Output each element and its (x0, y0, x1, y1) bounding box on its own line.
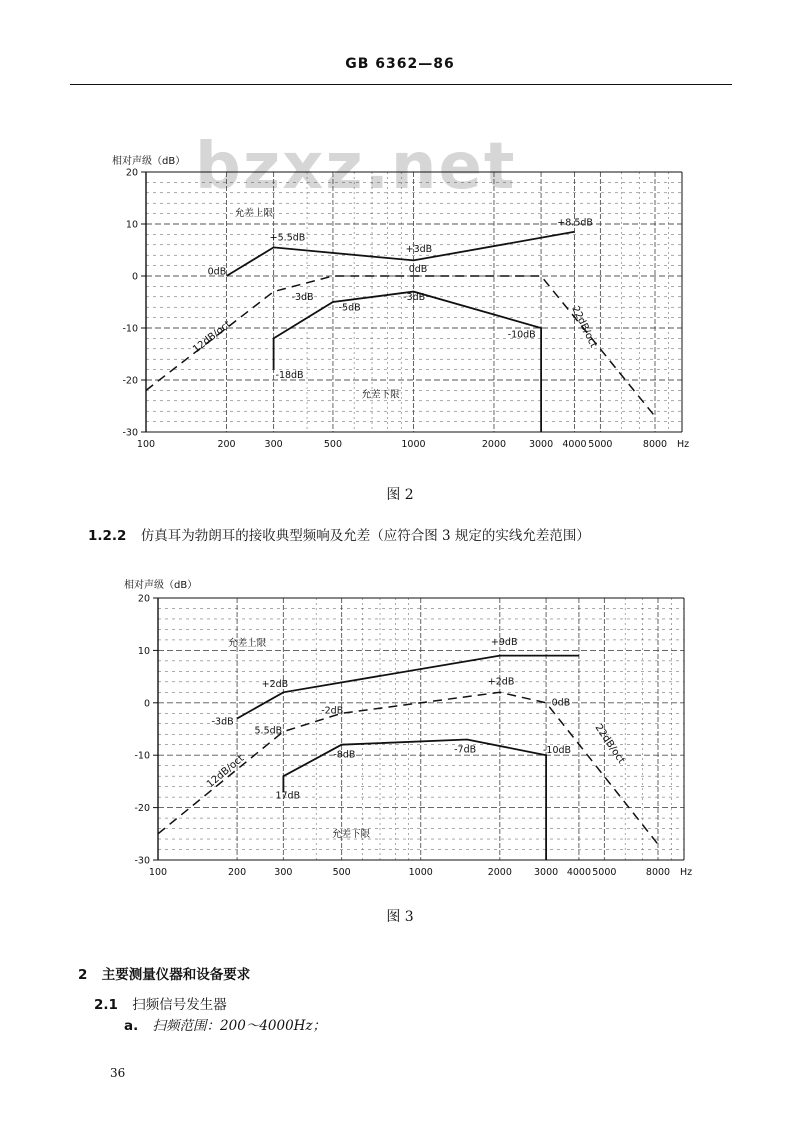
annotation-label: -7dB (454, 744, 477, 756)
annotation-label: -10dB (507, 329, 536, 341)
x-tick-label: 200 (228, 867, 247, 878)
fig3-slope-left-label: 12dB/oct (204, 753, 247, 791)
x-tick-label: 5000 (588, 439, 613, 448)
fig2-slope-right-label: 22dB/oct (569, 304, 599, 350)
fig2-labels (208, 207, 593, 400)
x-tick-label: 200 (217, 439, 236, 448)
annotation-label: +2dB (487, 676, 515, 688)
fig3-labels (212, 637, 571, 840)
x-tick-label: 1000 (401, 439, 426, 448)
section-2-heading (78, 963, 250, 983)
annotation-label: -3dB (403, 291, 426, 303)
x-tick-label: 4000 (562, 439, 587, 448)
annotation-label: 17dB (275, 790, 301, 802)
x-tick-label: 3000 (528, 439, 554, 448)
x-tick-label: 8000 (645, 867, 671, 878)
clause-1-2-2-text: 仿真耳为勃朗耳的接收典型频响及允差（应符合图 3 规定的实线允差范围） (140, 528, 590, 544)
page-number: 36 (110, 1066, 126, 1080)
header-rule (70, 84, 732, 85)
upper-limit-line (237, 656, 579, 719)
standard-number-header: GB 6362—86 (345, 56, 455, 72)
figure-3-caption: 图 3 (386, 909, 414, 925)
fig2-axes (122, 168, 689, 449)
annotation-label: -10dB (543, 745, 572, 757)
annotation-label: +2dB (261, 679, 289, 691)
y-tick-label: 20 (137, 593, 150, 605)
clause-1-2-2-number: 1.2.2 (88, 528, 127, 544)
annotation-label: -3dB (211, 716, 234, 728)
annotation-label: -18dB (275, 369, 304, 381)
y-tick-label: -30 (134, 855, 150, 867)
x-tick-label: 100 (148, 867, 168, 878)
x-tick-label: 2000 (487, 867, 512, 878)
annotation-label: +3dB (405, 244, 433, 256)
x-tick-label: 3000 (533, 867, 559, 878)
x-tick-label: 4000 (566, 867, 592, 878)
annotation-label: -3dB (291, 291, 314, 303)
x-tick-label: 5000 (592, 867, 617, 878)
annotation-label: -2dB (321, 705, 344, 717)
x-tick-label: 500 (323, 439, 343, 448)
y-tick-label: 10 (137, 645, 150, 657)
section-2-number: 2 (78, 967, 88, 983)
watermark: bzxz.net (195, 130, 517, 204)
fig2-ylabel: 相对声级（dB） (112, 156, 186, 167)
annotation-label: 允差上限 (228, 638, 267, 650)
annotation-label: 5.5dB (254, 725, 283, 737)
y-tick-label: -10 (134, 750, 150, 762)
annotation-label: 允差上限 (234, 208, 273, 220)
lower-limit-line (274, 292, 541, 432)
y-tick-label: 10 (125, 219, 138, 231)
fig3-ylabel: 相对声级（dB） (124, 580, 198, 591)
annotation-label: 0dB (207, 266, 227, 278)
y-tick-label: 20 (125, 167, 138, 179)
x-tick-label: 300 (274, 867, 293, 878)
section-2-1-title: 扫频信号发生器 (132, 997, 227, 1013)
clause-1-2-2 (88, 524, 590, 544)
x-tick-label: 2000 (481, 439, 507, 448)
item-a (124, 1014, 326, 1034)
fig3-slope-right-label: 22dB/oct (592, 722, 627, 766)
annotation-label: +5.5dB (269, 232, 306, 244)
annotation-label: 允差下限 (361, 389, 400, 401)
y-tick-label: 0 (143, 698, 150, 710)
annotation-label: 0dB (408, 263, 428, 275)
x-tick-label: 100 (136, 439, 156, 448)
section-2-1-heading (94, 993, 227, 1013)
annotation-label: -8dB (333, 749, 356, 761)
section-2-title: 主要测量仪器和设备要求 (101, 967, 251, 983)
section-2-1-number: 2.1 (94, 997, 118, 1013)
figure-2-caption: 图 2 (386, 487, 414, 503)
item-a-label: a. (124, 1018, 139, 1034)
x-tick-label: 300 (264, 439, 283, 448)
x-tick-label: 500 (332, 867, 351, 878)
x-tick-label: 1000 (408, 867, 433, 878)
fig2-slope-left-label: 12dB/oct (191, 319, 234, 356)
x-unit-label: Hz (680, 867, 693, 878)
annotation-label: 允差下限 (332, 828, 371, 840)
y-tick-label: -20 (122, 375, 138, 387)
typical-response-line (146, 276, 655, 416)
annotation-label: -5dB (338, 302, 361, 314)
annotation-label: 0dB (551, 697, 571, 709)
figure-2-chart (100, 148, 720, 448)
item-a-text: 扫频范围：200～4000Hz； (152, 1018, 327, 1034)
y-tick-label: 0 (131, 271, 138, 283)
y-tick-label: -10 (122, 323, 138, 335)
y-tick-label: -20 (134, 803, 150, 815)
x-tick-label: 8000 (642, 439, 668, 448)
annotation-label: +8.5dB (557, 217, 593, 229)
annotation-label: +9dB (490, 637, 518, 649)
x-unit-label: Hz (677, 439, 690, 448)
figure-3-chart (112, 574, 712, 880)
lower-limit-line (283, 740, 546, 861)
y-tick-label: -30 (122, 427, 138, 439)
